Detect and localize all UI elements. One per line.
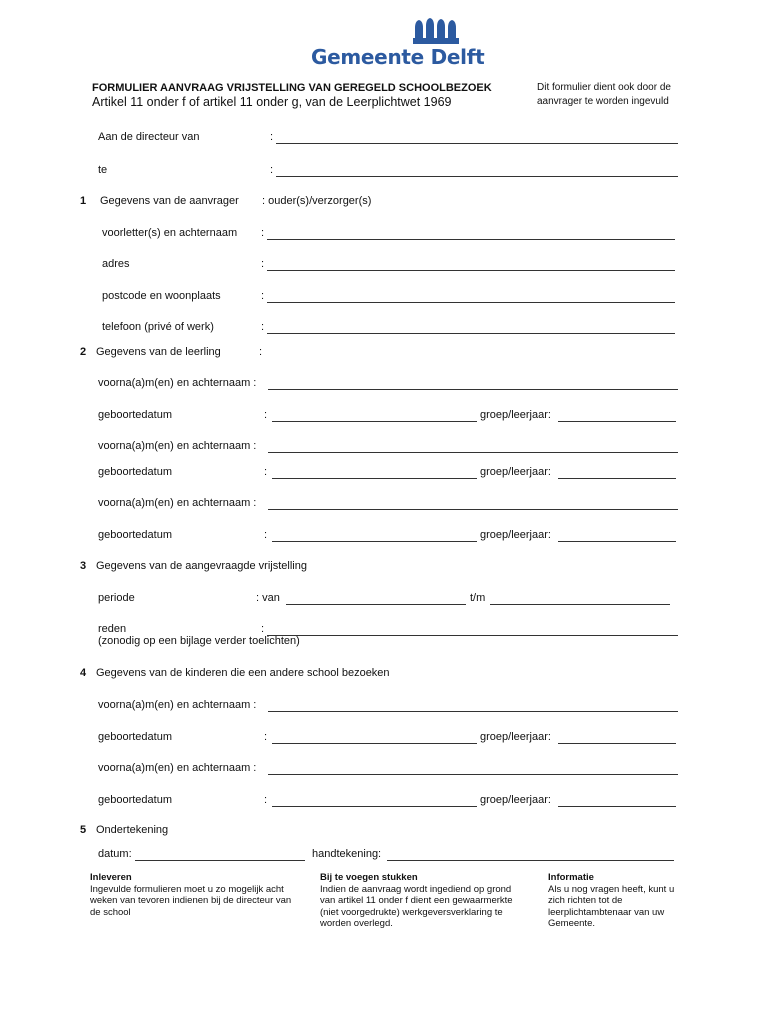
child-name-label: voorna(a)m(en) en achternaam : <box>98 762 257 774</box>
period-from-input[interactable] <box>286 604 466 605</box>
phone-input[interactable] <box>267 333 675 334</box>
student-1-name-input[interactable] <box>268 389 678 390</box>
field-label: postcode en woonplaats <box>102 290 221 302</box>
colon: : <box>264 409 268 421</box>
reason-input[interactable] <box>267 635 678 636</box>
school-place-input[interactable] <box>276 176 678 177</box>
footer-col-attachments <box>320 872 520 930</box>
period-label: periode <box>98 592 135 604</box>
dob-label: geboortedatum <box>98 529 172 541</box>
footer-title: Bij te voegen stukken <box>320 872 418 883</box>
section-title: Gegevens van de kinderen die een andere school bezoeken <box>96 667 390 679</box>
date-input[interactable] <box>135 860 305 861</box>
group-label: groep/leerjaar: <box>480 731 551 743</box>
dob-label: geboortedatum <box>98 794 172 806</box>
footer-text: Ingevulde formulieren moet u zo mogelijk acht weken van tevoren indienen bij de directeur van de school <box>90 883 292 918</box>
child-2-group-input[interactable] <box>558 806 676 807</box>
child-name-label: voorna(a)m(en) en achternaam : <box>98 699 257 711</box>
child-2-dob-input[interactable] <box>272 806 477 807</box>
footer-title: Informatie <box>548 872 594 883</box>
delft-logo-icon <box>413 18 461 44</box>
date-label: datum: <box>98 848 132 860</box>
dob-label: geboortedatum <box>98 731 172 743</box>
student-name-label: voorna(a)m(en) en achternaam : <box>98 377 257 389</box>
child-2-name-input[interactable] <box>268 774 678 775</box>
applicant-name-input[interactable] <box>267 239 675 240</box>
footer-title: Inleveren <box>90 872 132 883</box>
to-director-label: Aan de directeur van <box>98 131 200 143</box>
field-label: adres <box>102 258 130 270</box>
logo-text: Gemeente Delft <box>311 45 485 69</box>
colon: : <box>261 623 265 635</box>
group-label: groep/leerjaar: <box>480 794 551 806</box>
section-number: 3 <box>80 560 87 572</box>
footer-col-info <box>548 872 688 930</box>
colon: : <box>261 321 265 333</box>
van-label: : van <box>256 592 280 604</box>
group-label: groep/leerjaar: <box>480 529 551 541</box>
student-2-dob-input[interactable] <box>272 478 477 479</box>
student-2-group-input[interactable] <box>558 478 676 479</box>
section-number: 4 <box>80 667 87 679</box>
colon: : <box>261 290 265 302</box>
side-note: aanvrager te worden ingevuld <box>537 96 669 107</box>
side-note: Dit formulier dient ook door de <box>537 82 671 93</box>
te-label: te <box>98 164 108 176</box>
group-label: groep/leerjaar: <box>480 466 551 478</box>
reason-label: reden <box>98 623 127 635</box>
form-subtitle: Artikel 11 onder f of artikel 11 onder g, van de Leerplichtwet 1969 <box>92 95 452 109</box>
section-number: 2 <box>80 346 87 358</box>
student-3-group-input[interactable] <box>558 541 676 542</box>
footer-text: Als u nog vragen heeft, kunt u zich richten tot de leerplichtambtenaar van uw Gemeente. <box>548 883 675 929</box>
signature-label: handtekening: <box>312 848 382 860</box>
student-3-dob-input[interactable] <box>272 541 477 542</box>
school-name-input[interactable] <box>276 143 678 144</box>
tm-label: t/m <box>470 592 486 604</box>
colon: : <box>261 227 265 239</box>
student-name-label: voorna(a)m(en) en achternaam : <box>98 497 257 509</box>
child-1-name-input[interactable] <box>268 711 678 712</box>
section-title-value: : ouder(s)/verzorger(s) <box>262 195 372 207</box>
student-2-name-input[interactable] <box>268 452 678 453</box>
section-title: Gegevens van de leerling <box>96 346 221 358</box>
footer-text: Indien de aanvraag wordt ingediend op grond van artikel 11 onder f dient een gewaarmerkte (niet voorgedrukte) werkgeversverklaring te worden overlegd. <box>320 883 513 929</box>
dob-label: geboortedatum <box>98 466 172 478</box>
field-label: voorletter(s) en achternaam <box>102 227 238 239</box>
footer-col-submit <box>90 872 295 918</box>
student-1-dob-input[interactable] <box>272 421 477 422</box>
signature-input[interactable] <box>387 860 674 861</box>
postcode-input[interactable] <box>267 302 675 303</box>
section-title: Gegevens van de aanvrager <box>100 195 239 207</box>
address-input[interactable] <box>267 270 675 271</box>
group-label: groep/leerjaar: <box>480 409 551 421</box>
student-name-label: voorna(a)m(en) en achternaam : <box>98 440 257 452</box>
section-number: 1 <box>80 195 87 207</box>
field-label: telefoon (privé of werk) <box>102 321 214 333</box>
colon: : <box>264 794 268 806</box>
colon: : <box>270 131 274 143</box>
section-number: 5 <box>80 824 87 836</box>
dob-label: geboortedatum <box>98 409 172 421</box>
section-title: Gegevens van de aangevraagde vrijstelling <box>96 560 307 572</box>
section-title: Ondertekening <box>96 824 169 836</box>
reason-note: (zonodig op een bijlage verder toelichten) <box>98 635 300 647</box>
child-1-dob-input[interactable] <box>272 743 477 744</box>
colon: : <box>270 164 274 176</box>
colon: : <box>264 529 268 541</box>
colon: : <box>259 346 263 358</box>
colon: : <box>261 258 265 270</box>
colon: : <box>264 466 268 478</box>
child-1-group-input[interactable] <box>558 743 676 744</box>
colon: : <box>264 731 268 743</box>
form-title: FORMULIER AANVRAAG VRIJSTELLING VAN GEREGELD SCHOOLBEZOEK <box>92 82 492 94</box>
student-1-group-input[interactable] <box>558 421 676 422</box>
student-3-name-input[interactable] <box>268 509 678 510</box>
period-to-input[interactable] <box>490 604 670 605</box>
